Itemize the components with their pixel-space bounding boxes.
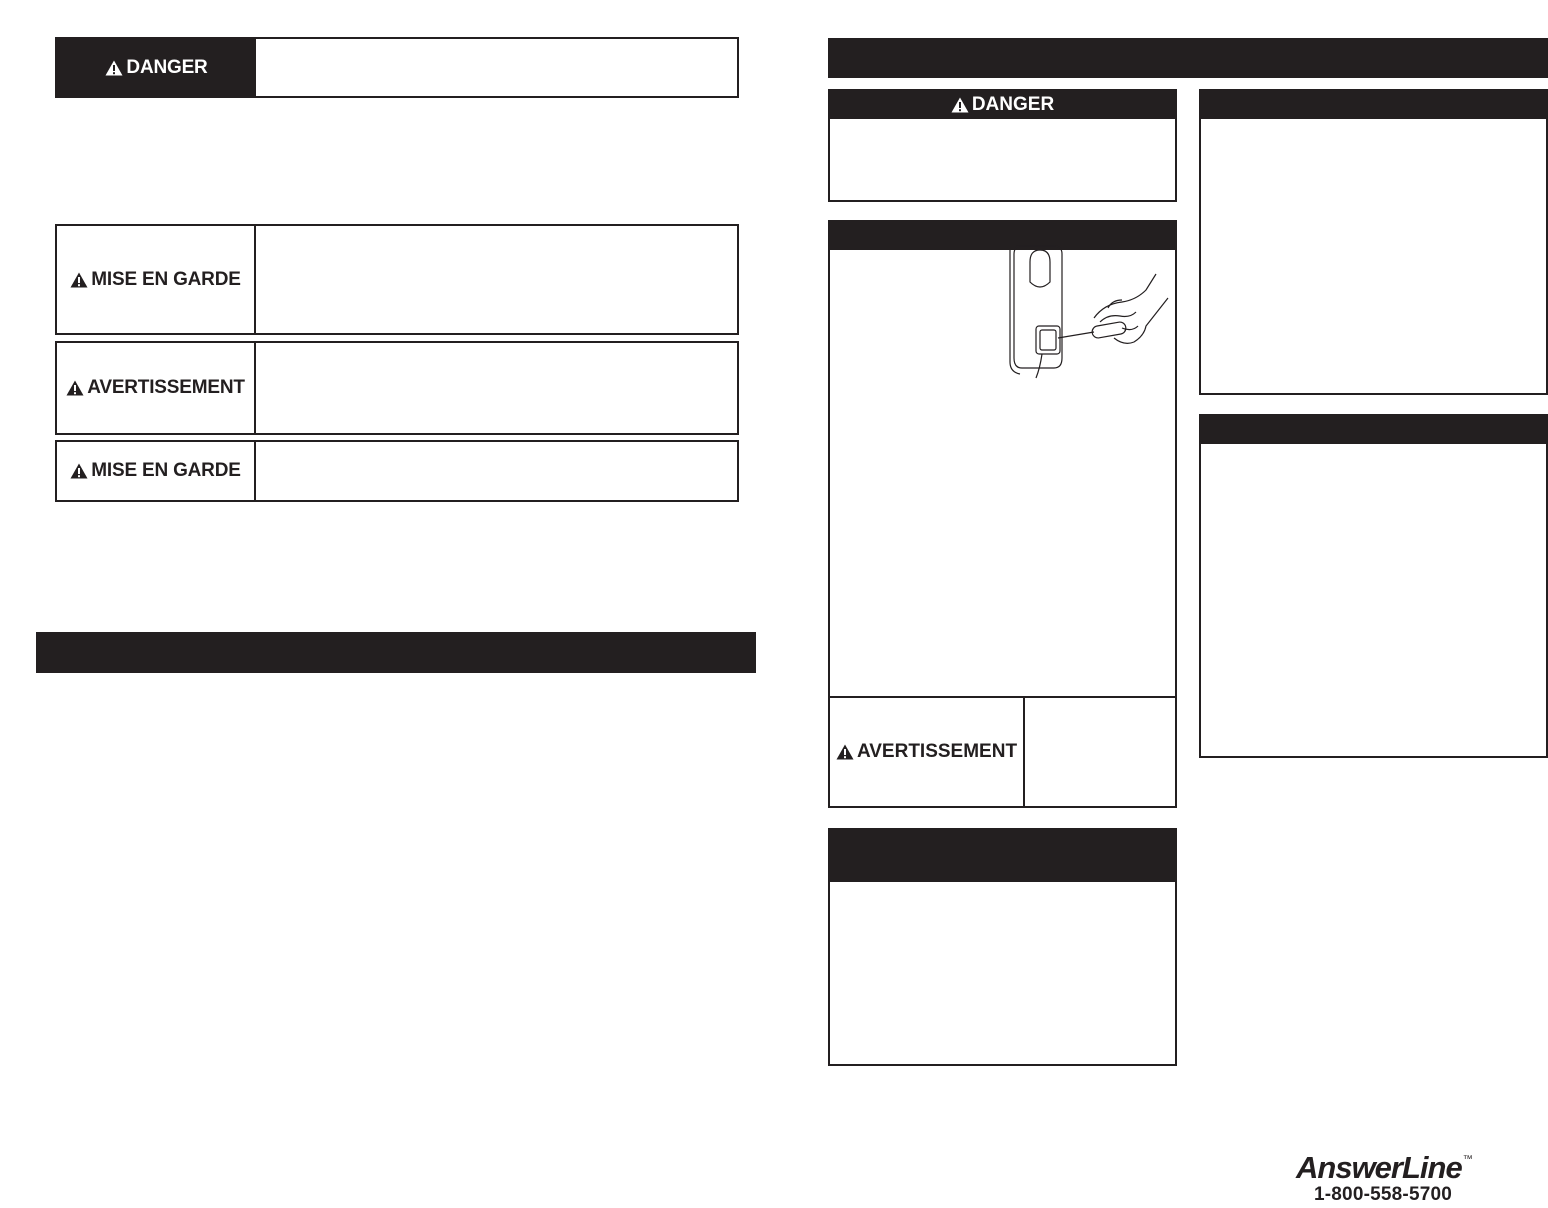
warning-label-cell bbox=[57, 343, 256, 433]
danger-label-cell bbox=[57, 39, 256, 96]
caution-label-cell-2 bbox=[57, 442, 256, 500]
tool-panel-warning-label: AVERTISSEMENT bbox=[856, 741, 1018, 762]
right-section-header-bar bbox=[828, 38, 1548, 78]
danger-notice-box bbox=[55, 37, 739, 98]
tool-panel-warning-cell bbox=[830, 698, 1025, 806]
caution-label-cell-1 bbox=[57, 226, 256, 333]
warning-triangle-icon bbox=[66, 380, 84, 396]
warning-triangle-icon bbox=[70, 463, 88, 479]
right-top-panel bbox=[1199, 89, 1548, 395]
caution-notice-box-2 bbox=[55, 440, 739, 502]
right-top-panel-header bbox=[1201, 91, 1546, 119]
right-bottom-panel-header bbox=[1201, 416, 1546, 444]
lower-panel-header bbox=[830, 830, 1175, 882]
brand-name: AnswerLine bbox=[1296, 1150, 1462, 1185]
danger-panel-label: DANGER bbox=[971, 94, 1055, 115]
warning-label: AVERTISSEMENT bbox=[87, 377, 245, 398]
caution-label-2: MISE EN GARDE bbox=[91, 460, 241, 481]
danger-label: DANGER bbox=[126, 56, 208, 78]
warning-triangle-icon bbox=[951, 97, 969, 113]
trademark: ™ bbox=[1462, 1154, 1473, 1165]
warning-triangle-icon bbox=[836, 744, 854, 760]
support-phone-number: 1-800-558-5700 bbox=[1314, 1184, 1453, 1205]
right-bottom-panel bbox=[1199, 414, 1548, 758]
tool-panel bbox=[828, 220, 1177, 808]
warning-triangle-icon bbox=[70, 272, 88, 288]
lower-panel bbox=[828, 828, 1177, 1066]
wall-socket-screwdriver-illustration bbox=[996, 242, 1174, 382]
caution-notice-box-1 bbox=[55, 224, 739, 335]
danger-panel bbox=[828, 89, 1177, 202]
left-section-header-bar bbox=[36, 632, 756, 673]
caution-label-1: MISE EN GARDE bbox=[91, 268, 241, 290]
warning-triangle-icon bbox=[105, 60, 123, 76]
danger-panel-header bbox=[830, 91, 1175, 119]
warning-notice-box bbox=[55, 341, 739, 435]
